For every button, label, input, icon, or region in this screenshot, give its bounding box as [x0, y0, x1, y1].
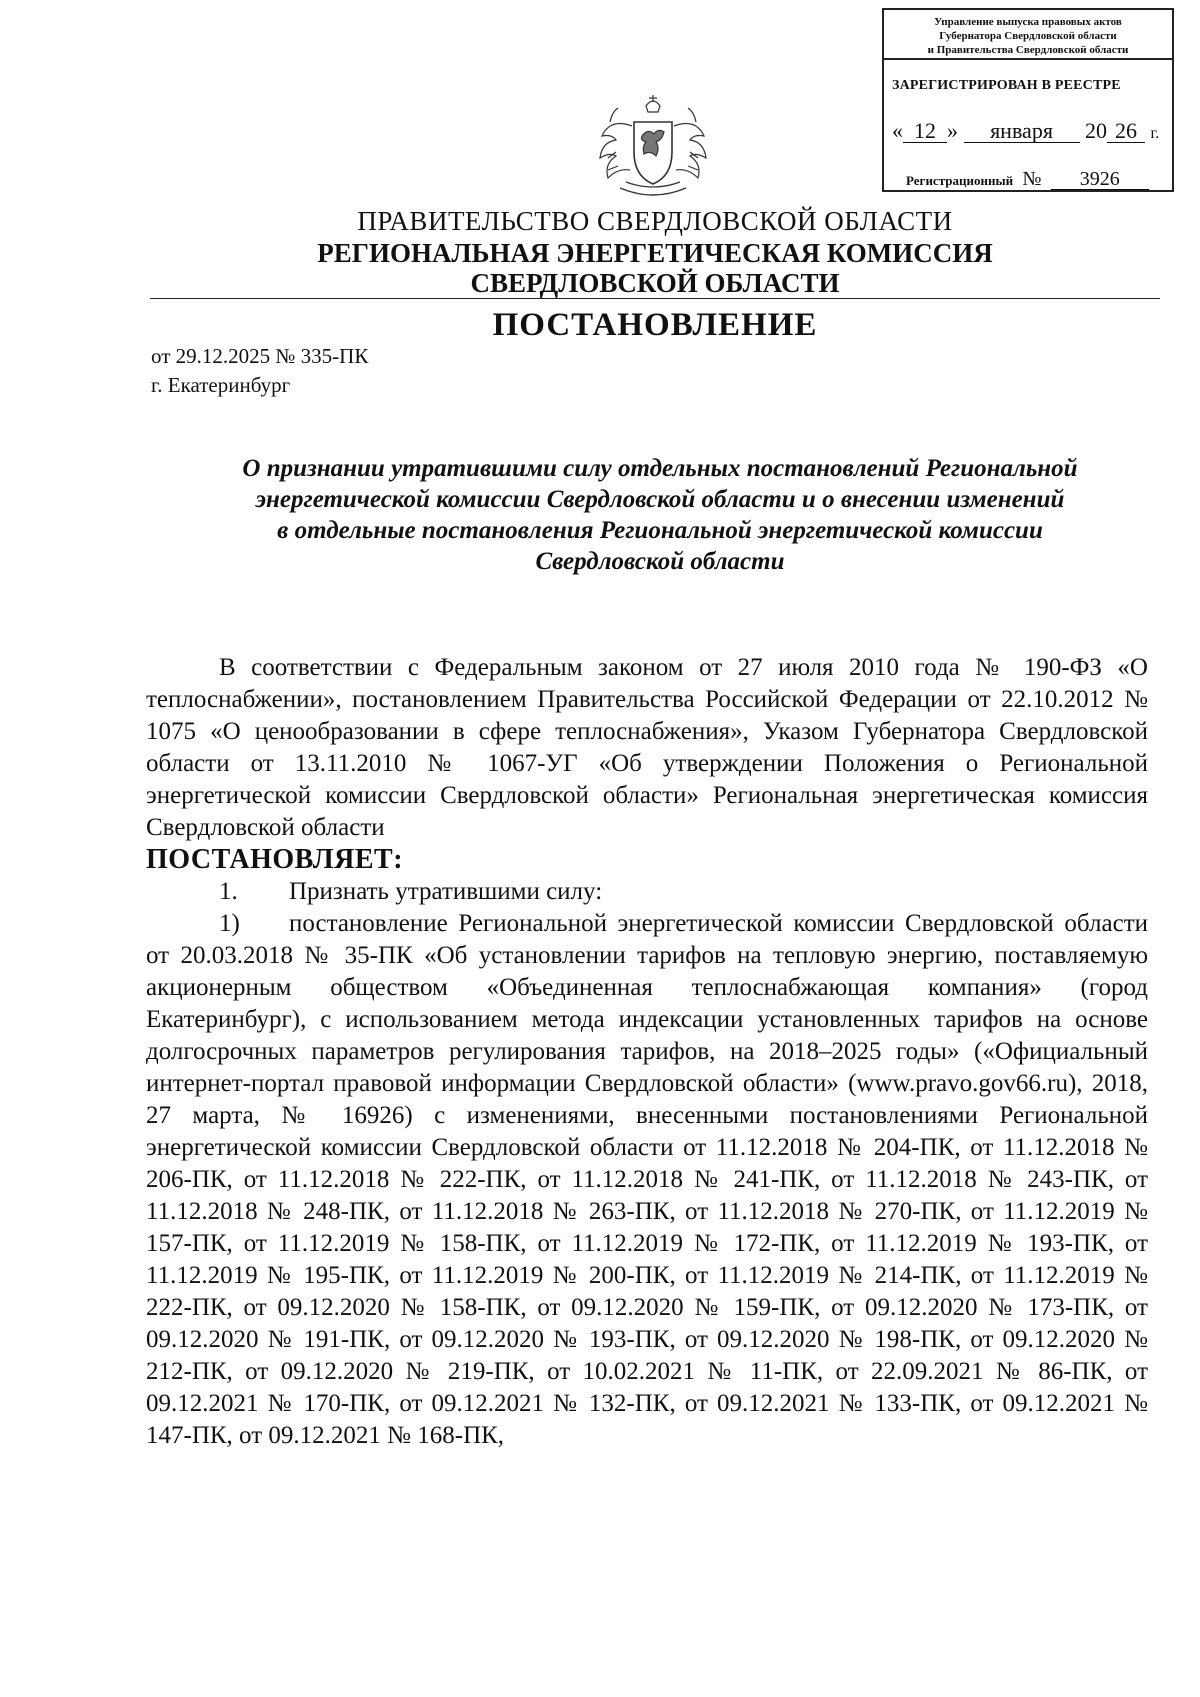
- office-line: Губернатора Свердловской области: [939, 30, 1117, 42]
- registration-office: [884, 10, 1172, 60]
- document-date-number: от 29.12.2025 № 335-ПК: [151, 344, 369, 368]
- region-title: СВЕРДЛОВСКОЙ ОБЛАСТИ: [470, 268, 840, 298]
- header-divider: [150, 298, 1160, 299]
- registration-month: января: [964, 120, 1080, 143]
- registration-year-suffix: 26: [1107, 120, 1145, 143]
- document-subject: [160, 453, 1160, 577]
- intro-paragraph: В соответствии с Федеральным законом от 27 июля 2010 года № 190-ФЗ «О теплоснабжении», постановлением Правительства Российской Федерации от 22.10.2012 № 1075 «О ценообразовании в сфере теплоснабжения», Указом Губернатора Свердловской области от 13.11.2010 № 1067-УГ «Об утверждении Положения о Региональной энергетической комиссии Свердловской области» Региональная энергетическая комиссия Свердловской области: [146, 654, 1148, 841]
- subject-line: Свердловской области: [535, 548, 785, 575]
- registration-number-value: 3926: [1051, 169, 1149, 190]
- sub-item: [146, 908, 1148, 1452]
- registration-title: ЗАРЕГИСТРИРОВАН В РЕЕСТРЕ: [892, 78, 1121, 93]
- document-type: ПОСТАНОВЛЕНИЕ: [492, 307, 818, 343]
- registration-day: 12: [903, 120, 947, 143]
- registration-number-label: Регистрационный: [906, 173, 1014, 188]
- decree-word: ПОСТАНОВЛЯЕТ:: [146, 844, 404, 875]
- registration-year-prefix: 20: [1085, 118, 1107, 143]
- commission-title: РЕГИОНАЛЬНАЯ ЭНЕРГЕТИЧЕСКАЯ КОМИССИЯ: [317, 238, 993, 268]
- government-title: ПРАВИТЕЛЬСТВО СВЕРДЛОВСКОЙ ОБЛАСТИ: [357, 206, 953, 236]
- document-city: г. Екатеринбург: [151, 373, 291, 397]
- item-number: 1.: [219, 878, 238, 905]
- subject-line: энергетической комиссии Свердловской области и о внесении изменений: [255, 486, 1065, 513]
- registration-number: [906, 168, 1149, 191]
- document-body: [146, 652, 1148, 1452]
- number-sign: №: [1022, 168, 1042, 190]
- registration-stamp: [882, 8, 1174, 192]
- quote-close: »: [947, 118, 958, 143]
- coat-of-arms-icon: [590, 92, 716, 200]
- office-line: Управление выпуска правовых актов: [934, 16, 1122, 28]
- quote-open: «: [892, 118, 903, 143]
- registration-date: [892, 118, 1159, 144]
- item-text: Признать утратившими силу:: [289, 878, 603, 905]
- office-line: и Правительства Свердловской области: [927, 44, 1129, 56]
- list-item: [146, 876, 1148, 908]
- sub-item-text: постановление Региональной энергетической комиссии Свердловской области от 20.03.2018 № 35-ПК «Об установлении тарифов на тепловую энергию, поставляемую акционерным обществом «Объединенная теплоснабжающая компания» (город Екатеринбург), с использованием метода индексации установленных тарифов на основе долгосрочных параметров регулирования тарифов, на 2018–2025 годы» («Официальный интернет-портал правовой информации Свердловской области» (www.pravo.gov66.ru), 2018, 27 марта, № 16926) с изменениями, внесенными постановлениями Региональной энергетической комиссии Свердловской области от 11.12.2018 № 204-ПК, от 11.12.2018 № 206-ПК, от 11.12.2018 № 222-ПК, от 11.12.2018 № 241-ПК, от 11.12.2018 № 243-ПК, от 11.12.2018 № 248-ПК, от 11.12.2018 № 263-ПК, от 11.12.2018 № 270-ПК, от 11.12.2019 № 157-ПК, от 11.12.2019 № 158-ПК, от 11.12.2019 № 172-ПК, от 11.12.2019 № 193-ПК, от 11.12.2019 № 195-ПК, от 11.12.2019 № 200-ПК, от 11.12.2019 № 214-ПК, от 11.12.2019 № 222-ПК, от 09.12.2020 № 158-ПК, от 09.12.2020 № 159-ПК, от 09.12.2020 № 173-ПК, от 09.12.2020 № 191-ПК, от 09.12.2020 № 193-ПК, от 09.12.2020 № 198-ПК, от 09.12.2020 № 212-ПК, от 09.12.2020 № 219-ПК, от 10.02.2021 № 11-ПК, от 22.09.2021 № 86-ПК, от 09.12.2021 № 170-ПК, от 09.12.2021 № 132-ПК, от 09.12.2021 № 133-ПК, от 09.12.2021 № 147-ПК, от 09.12.2021 № 168-ПК,: [146, 910, 1148, 1449]
- registration-year-unit: г.: [1150, 125, 1160, 142]
- subject-line: О признании утратившими силу отдельных постановлений Региональной: [242, 455, 1078, 482]
- subject-line: в отдельные постановления Региональной энергетической комиссии: [277, 517, 1043, 544]
- sub-item-label: 1): [219, 910, 240, 937]
